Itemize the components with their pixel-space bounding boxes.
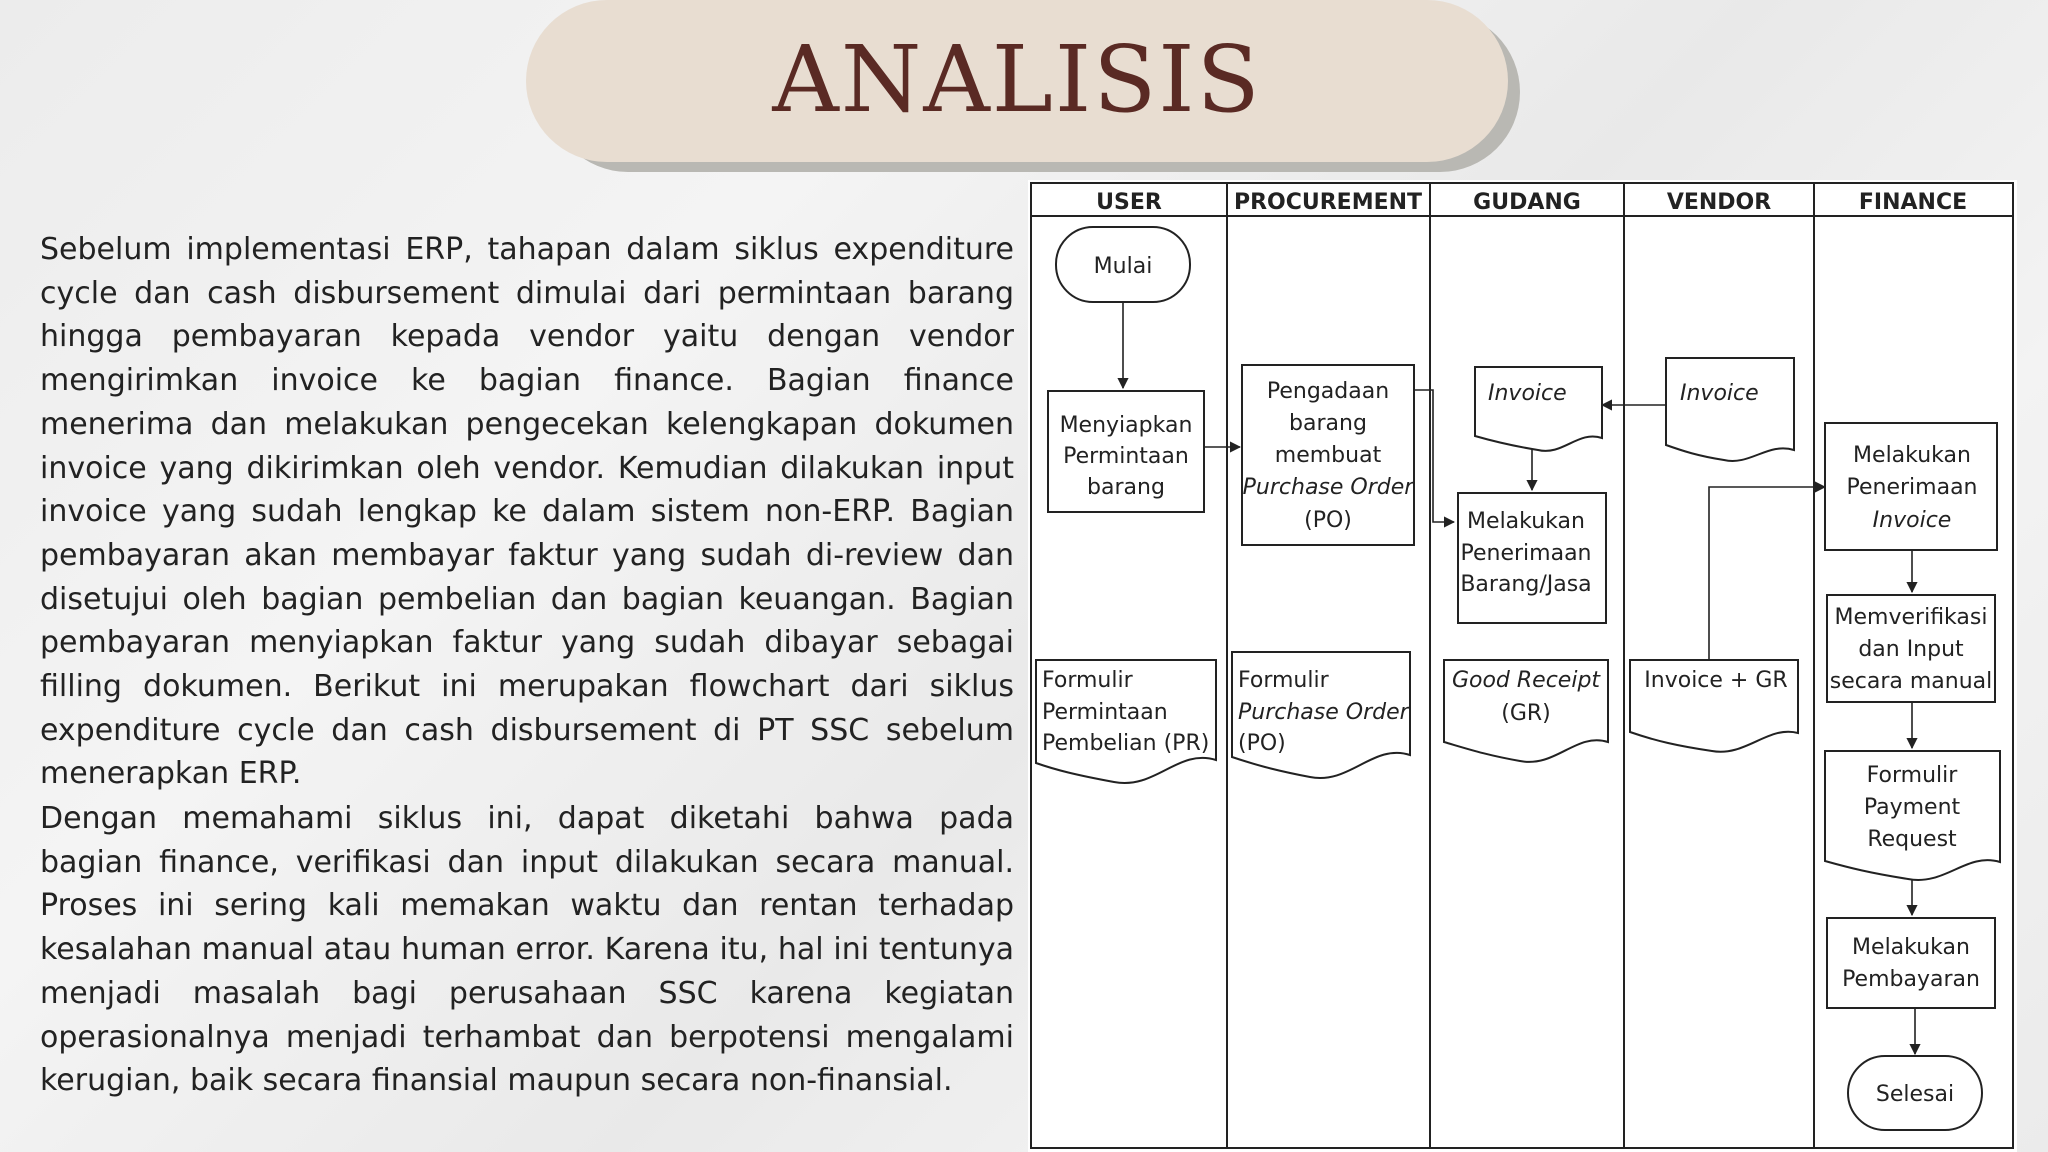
process-create-po-line: Purchase Order [1242,475,1414,500]
document-purchase-request-line: Formulir [1042,668,1133,693]
document-invoice-gudang-label: Invoice [1488,381,1567,406]
process-receive-invoice-line: Penerimaan [1846,475,1978,500]
document-invoice-vendor-label: Invoice [1680,381,1759,406]
process-make-payment-line: Melakukan [1852,935,1970,960]
process-make-payment [1827,918,1995,1008]
process-verify-input-line: Memverifikasi [1834,605,1988,630]
lane-header-gudang: GUDANG [1473,190,1581,215]
process-receive-invoice-line: Melakukan [1853,443,1971,468]
document-payment-request-line: Payment [1863,795,1961,820]
page-title: ANALISIS [772,25,1262,133]
flowchart [1028,180,2017,1152]
start-label: Mulai [1093,254,1153,279]
lane-header-user: USER [1096,190,1162,215]
document-purchase-request-line: Pembelian (PR) [1042,731,1210,756]
lane-header-vendor: VENDOR [1666,190,1772,215]
process-prepare-request-line: barang [1087,475,1165,500]
process-receive-invoice-line: Invoice [1872,508,1952,533]
process-receive-goods-line: Melakukan [1467,509,1585,534]
document-good-receipt-line: Good Receipt [1451,668,1601,693]
arrow-procurement-to-gudang [1414,390,1454,522]
process-receive-goods-line: Barang/Jasa [1460,572,1592,597]
lane-header-procurement: PROCUREMENT [1233,190,1423,215]
process-verify-input-line: dan Input [1858,637,1964,662]
document-purchase-request-line: Permintaan [1042,700,1168,725]
process-create-po-line: Pengadaan [1266,379,1390,404]
paragraph-analysis: Dengan memahami siklus ini, dapat diketahi bahwa pada bagian finance, verifikasi dan input dilakukan secara manual. Proses ini sering kali memakan waktu dan rentan terhadap kesalahan manual atau human error. Karena itu, hal ini tentunya menjadi masalah bagi perusahaan SSC karena kegiatan operasionalnya menjadi terhambat dan berpotensi mengalami kerugian, baik secara finansial maupun secara non-finansial. [40,801,1014,1099]
title-banner [526,0,1508,162]
end-label: Selesai [1875,1082,1955,1107]
process-prepare-request-line: Menyiapkan [1059,413,1193,438]
process-receive-goods-line: Penerimaan [1460,541,1592,566]
document-invoice-gudang [1475,367,1602,451]
document-payment-request-line: Formulir [1866,763,1958,788]
process-prepare-request-line: Permintaan [1063,444,1189,469]
process-create-po-line: membuat [1274,443,1382,468]
arrow-vendor-to-finance [1709,487,1825,660]
document-purchase-order-line: Formulir [1238,668,1329,693]
document-purchase-order-line: Purchase Order [1238,700,1409,725]
document-payment-request-line: Request [1867,827,1957,852]
document-invoice-vendor [1666,358,1794,461]
lane-header-finance: FINANCE [1858,190,1968,215]
document-good-receipt-line: (GR) [1501,701,1551,726]
document-invoice-gr-label: Invoice + GR [1644,668,1788,693]
document-purchase-order-line: (PO) [1238,731,1286,756]
process-make-payment-line: Pembayaran [1842,967,1980,992]
process-create-po-line: (PO) [1304,508,1352,533]
process-verify-input-line: secara manual [1829,669,1993,694]
process-create-po-line: barang [1289,411,1367,436]
paragraph-intro: Sebelum implementasi ERP, tahapan dalam siklus expenditure cycle dan cash disbursement dimulai dari permintaan barang hingga pembayaran kepada vendor yaitu dengan vendor mengirimkan invoice ke bagian finance. Bagian finance menerima dan melakukan pengecekan kelengkapan dokumen invoice yang dikirimkan oleh vendor. Kemudian dilakukan input invoice yang sudah lengkap ke dalam sistem non-ERP. Bagian pembayaran akan membayar faktur yang sudah di-review dan disetujui oleh bagian pembelian dan bagian keuangan. Bagian pembayaran menyiapkan faktur yang sudah dibayar sebagai filling dokumen. Berikut ini merupakan flowchart dari siklus expenditure cycle dan cash disbursement di PT SSC sebelum menerapkan ERP. [40,232,1014,792]
